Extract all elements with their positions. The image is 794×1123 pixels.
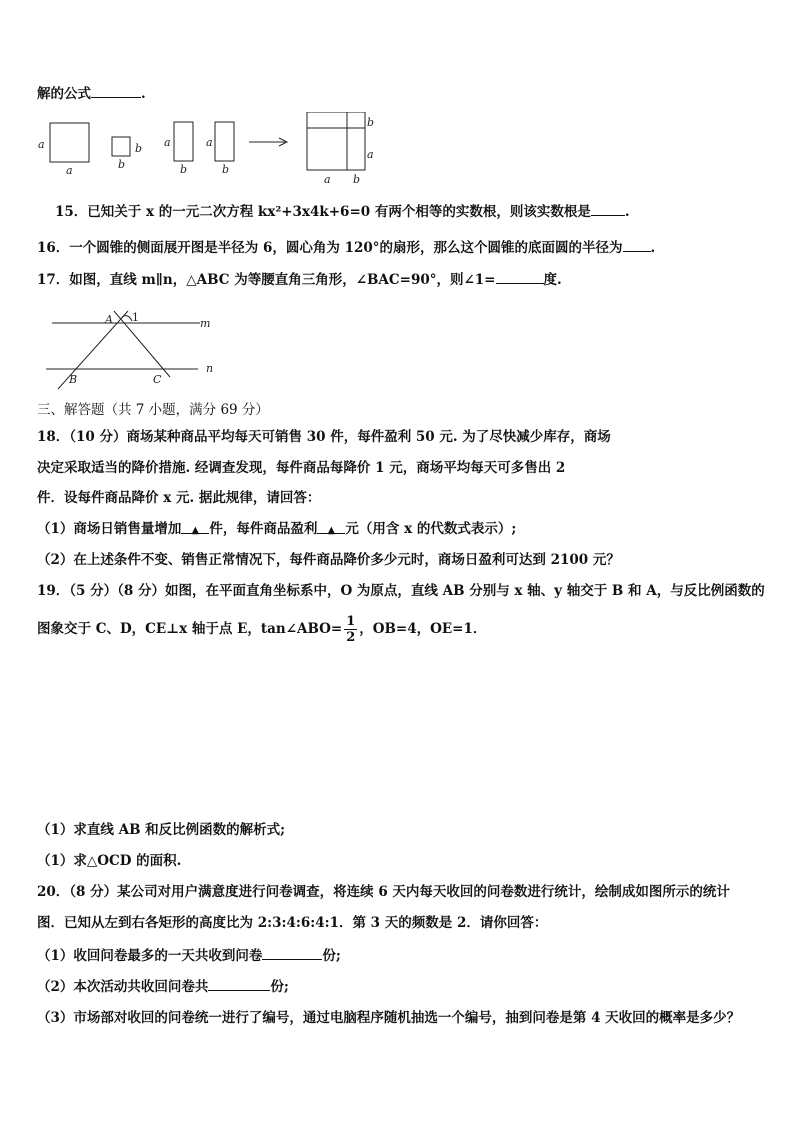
q20-part-2: （2）本次活动共收回问卷共 份; [37,979,289,995]
label-a-1: a [38,138,45,151]
label-b-2: b [118,158,126,171]
label-a-6: a [324,173,331,186]
q15-suffix: . [624,204,630,220]
section-3-heading: 三、解答题（共 7 小题，满分 69 分） [37,402,269,418]
q20-blank-2 [208,977,270,991]
q17-blank [496,270,544,284]
q18-part-2: （2）在上述条件不变、销售正常情况下，每件商品降价多少元时，商场日盈利可达到 2100 元？ [37,552,620,568]
parallel-lines-figure [40,303,220,395]
big-square [307,112,365,170]
label-b-1: b [135,142,143,155]
q17-line [37,270,562,289]
label-a-4: a [206,136,213,149]
q17-suffix: 度. [543,272,562,288]
q20-part-3: （3）市场部对收回的问卷统一进行了编号，通过电脑程序随机抽选一个编号，抽到问卷是第 4 天收回的概率是多少？ [37,1010,741,1026]
q14-prefix: 解的公式 [37,86,91,102]
triangle-icon: ▲ [191,525,200,536]
q18-part-1: （1）商场日销售量增加 ▲ 件，每件商品盈利 ▲ 元（用含 x 的代数式表示）; [37,521,517,537]
q16-text: 16．一个圆锥的侧面展开图是半径为 6，圆心角为 120°的扇形，那么这个圆锥的底面圆的半径为 [37,240,623,256]
q19-line-1: 19．（5 分）（8 分）如图，在平面直角坐标系中，O 为原点，直线 AB 分别与 x 轴、y 轴交于 B 和 A，与反比例函数的 [37,583,765,599]
q15-blank [591,202,625,216]
q20-blank-1 [262,946,322,960]
label-b-4: b [222,163,230,176]
q16-blank [623,238,651,252]
q14-line [37,84,146,103]
q20-line-2: 图．已知从左到右各矩形的高度比为 2:3:4:6:4:1．第 3 天的频数是 2．请你回答： [37,915,548,931]
q18-line-2: 决定采取适当的降价措施. 经调查发现，每件商品每降价 1 元，商场平均每天可多售出 2 [37,460,566,476]
q18-line-3: 件．设每件商品降价 x 元. 据此规律，请回答： [37,490,321,506]
q14-suffix: . [141,86,146,102]
q19-line-2: 图象交于 C、D，CE⊥x 轴于点 E，tan∠ABO= $\frac{1}{2}$ ，OB=4，OE=1． [37,614,487,645]
fraction-one-half: $\frac{1}{2}$ [346,614,356,645]
square-a [50,123,89,162]
q15-text: 15．已知关于 x 的一元二次方程 kx²+3x4k+6=0 有两个相等的实数根，则该实数根是 [55,204,591,220]
q18-blank-1 [181,520,209,534]
q14-blank [91,84,141,98]
point-a-label: A [105,313,113,326]
label-b-6: b [353,173,361,186]
angle-1-label: 1 [132,311,139,324]
label-b-3: b [180,163,188,176]
point-b-label: B [69,373,78,386]
point-c-label: C [153,373,162,386]
q20-line-1: 20．（8 分）某公司对用户满意度进行问卷调查，将连续 6 天内每天收回的问卷数进行统计，绘制成如图所示的统计 [37,884,730,900]
square-figure [30,112,430,192]
q16-suffix: . [650,240,656,256]
label-b-5: b [367,116,375,129]
rect-ab-1 [174,122,193,161]
q16-line [37,238,655,257]
label-a-3: a [164,136,171,149]
label-a-5: a [367,148,374,161]
line-m-label: m [200,317,211,330]
q20-part-1: （1）收回问卷最多的一天共收到问卷 份; [37,948,341,964]
q17-text: 17．如图，直线 m∥n，△ABC 为等腰直角三角形，∠BAC=90°，则∠1= [37,272,496,288]
q18-line-1: 18．（10 分）商场某种商品平均每天可销售 30 件，每件盈利 50 元. 为了尽快减少库存，商场 [37,429,611,445]
line-n-label: n [206,362,214,375]
label-a-2: a [66,164,73,177]
q19-part-2: （1）求△OCD 的面积. [37,853,182,869]
q19-part-1: （1）求直线 AB 和反比例函数的解析式; [37,822,286,838]
square-b [112,137,130,156]
q15-line [55,202,630,221]
rect-ab-2 [215,122,234,161]
triangle-icon: ▲ [327,525,336,536]
q18-blank-2 [317,520,345,534]
